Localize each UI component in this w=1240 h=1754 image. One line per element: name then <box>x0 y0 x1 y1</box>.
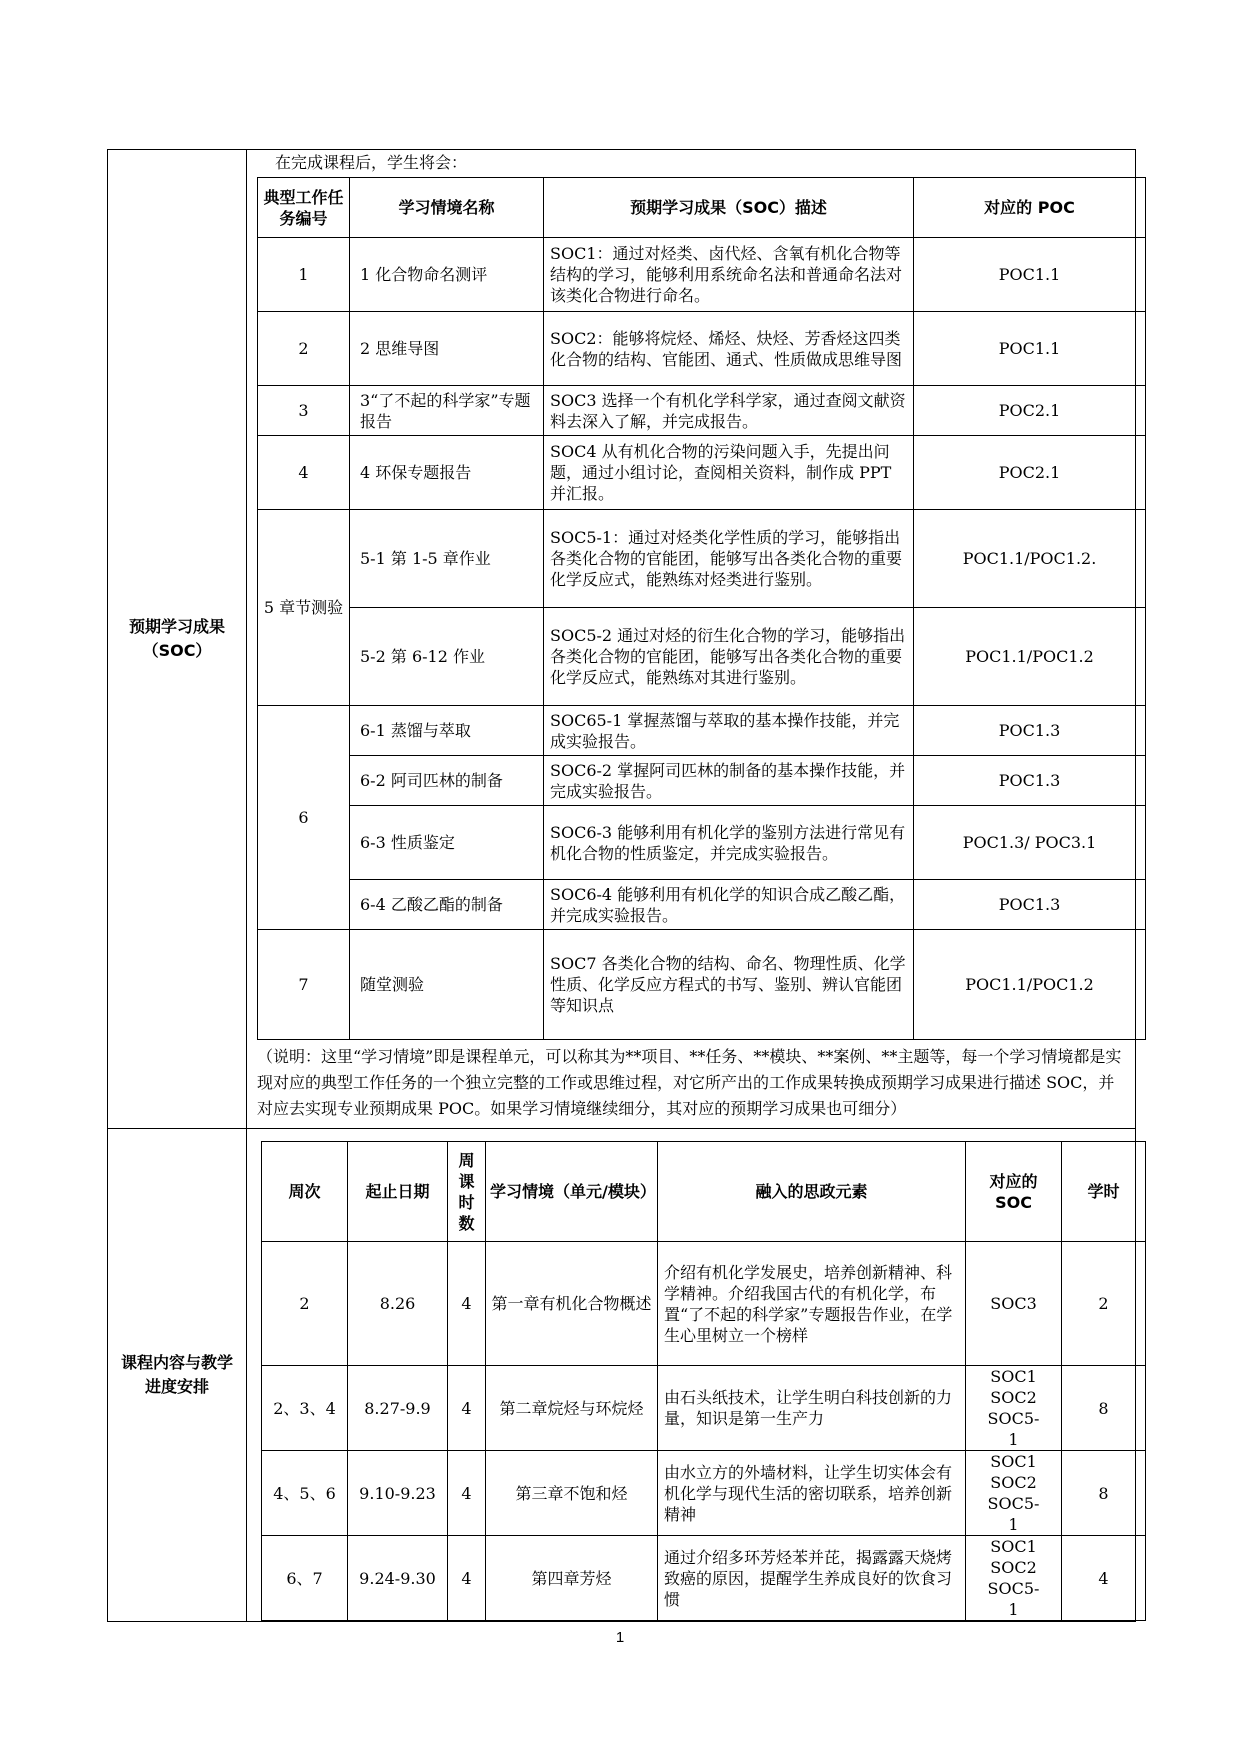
table-row <box>258 880 1146 930</box>
table-row <box>262 1242 1146 1366</box>
soc-description: SOC1：通过对烃类、卤代烃、含氧有机化合物等结构的学习，能够利用系统命名法和普通命名法对该类化合物进行命名。 <box>544 238 914 312</box>
soc-table <box>257 177 1146 1040</box>
weekly-hours: 4 <box>448 1242 486 1366</box>
task-number: 2 <box>258 312 350 386</box>
soc-description: SOC2：能够将烷烃、烯烃、炔烃、芳香烃这四类化合物的结构、官能团、通式、性质做成思维导图 <box>544 312 914 386</box>
date-range: 8.26 <box>348 1242 448 1366</box>
poc-value: POC2.1 <box>914 386 1146 436</box>
soc-section-label: 预期学习成果（SOC） <box>108 150 247 1129</box>
table-row <box>262 1366 1146 1451</box>
page-number: 1 <box>615 1629 625 1646</box>
poc-value: POC1.3 <box>914 756 1146 806</box>
table-row <box>258 510 1146 608</box>
learning-unit: 第一章有机化合物概述 <box>486 1242 658 1366</box>
soc-description: SOC6-4 能够利用有机化学的知识合成乙酸乙酯，并完成实验报告。 <box>544 880 914 930</box>
poc-value: POC1.1 <box>914 238 1146 312</box>
task-number: 4 <box>258 436 350 510</box>
ideological-element: 由石头纸技术，让学生明白科技创新的力量，知识是第一生产力 <box>658 1366 966 1451</box>
soc-description: SOC4 从有机化合物的污染问题入手，先提出问题，通过小组讨论，查阅相关资料，制作成 PPT 并汇报。 <box>544 436 914 510</box>
table-row <box>258 706 1146 756</box>
schedule-section-body <box>247 1129 1136 1622</box>
table-row <box>262 1451 1146 1536</box>
poc-value: POC1.1 <box>914 312 1146 386</box>
week: 2 <box>262 1242 348 1366</box>
table-row <box>258 436 1146 510</box>
scenario-name: 5-2 第 6-12 作业 <box>350 608 544 706</box>
soc-description: SOC3 选择一个有机化学科学家，通过查阅文献资料去深入了解，并完成报告。 <box>544 386 914 436</box>
soc-description: SOC65-1 掌握蒸馏与萃取的基本操作技能，并完成实验报告。 <box>544 706 914 756</box>
header-week: 周次 <box>262 1142 348 1242</box>
task-number: 7 <box>258 930 350 1040</box>
poc-value: POC2.1 <box>914 436 1146 510</box>
weekly-hours: 4 <box>448 1536 486 1621</box>
ideological-element: 通过介绍多环芳烃苯并芘，揭露露天烧烤致癌的原因，提醒学生养成良好的饮食习惯 <box>658 1536 966 1621</box>
header-soc-description: 预期学习成果（SOC）描述 <box>544 178 914 238</box>
scenario-name: 6-3 性质鉴定 <box>350 806 544 880</box>
task-number: 1 <box>258 238 350 312</box>
soc-ref: SOC1 SOC2 SOC5-1 <box>966 1536 1062 1621</box>
table-row <box>258 312 1146 386</box>
header-weekly-hours: 周课时数 <box>448 1142 486 1242</box>
learning-unit: 第四章芳烃 <box>486 1536 658 1621</box>
task-number: 5 章节测验 <box>258 510 350 706</box>
schedule-header-row <box>262 1142 1146 1242</box>
header-scenario-name: 学习情境名称 <box>350 178 544 238</box>
task-number: 6 <box>258 706 350 930</box>
learning-unit: 第三章不饱和烃 <box>486 1451 658 1536</box>
week: 2、3、4 <box>262 1366 348 1451</box>
table-row <box>258 238 1146 312</box>
week: 6、7 <box>262 1536 348 1621</box>
soc-header-row <box>258 178 1146 238</box>
poc-value: POC1.3 <box>914 706 1146 756</box>
scenario-name: 1 化合物命名测评 <box>350 238 544 312</box>
soc-intro: 在完成课程后，学生将会： <box>275 153 468 172</box>
header-poc: 对应的 POC <box>914 178 1146 238</box>
date-range: 9.24-9.30 <box>348 1536 448 1621</box>
scenario-name: 6-2 阿司匹林的制备 <box>350 756 544 806</box>
header-task-number: 典型工作任务编号 <box>258 178 350 238</box>
soc-section-body <box>247 150 1136 1129</box>
soc-description: SOC7 各类化合物的结构、命名、物理性质、化学性质、化学反应方程式的书写、鉴别、辨认官能团等知识点 <box>544 930 914 1040</box>
table-row <box>258 608 1146 706</box>
table-row <box>258 756 1146 806</box>
schedule-table <box>261 1141 1146 1621</box>
scenario-name: 6-1 蒸馏与萃取 <box>350 706 544 756</box>
poc-value: POC1.1/POC1.2 <box>914 930 1146 1040</box>
scenario-name: 6-4 乙酸乙酯的制备 <box>350 880 544 930</box>
soc-description: SOC6-2 掌握阿司匹林的制备的基本操作技能，并完成实验报告。 <box>544 756 914 806</box>
soc-description: SOC5-2 通过对烃的衍生化合物的学习，能够指出各类化合物的官能团，能够写出各类化合物的重要化学反应式，能熟练对其进行鉴别。 <box>544 608 914 706</box>
header-soc: 对应的 SOC <box>966 1142 1062 1242</box>
credit-hours: 4 <box>1062 1536 1146 1621</box>
weekly-hours: 4 <box>448 1451 486 1536</box>
header-ideological-elements: 融入的思政元素 <box>658 1142 966 1242</box>
soc-ref: SOC1 SOC2 SOC5-1 <box>966 1451 1062 1536</box>
date-range: 9.10-9.23 <box>348 1451 448 1536</box>
course-form <box>107 149 1136 1622</box>
poc-value: POC1.1/POC1.2 <box>914 608 1146 706</box>
table-row <box>258 806 1146 880</box>
poc-value: POC1.3/ POC3.1 <box>914 806 1146 880</box>
soc-ref: SOC1 SOC2 SOC5-1 <box>966 1366 1062 1451</box>
header-credit-hours: 学时 <box>1062 1142 1146 1242</box>
poc-value: POC1.1/POC1.2. <box>914 510 1146 608</box>
scenario-name: 5-1 第 1-5 章作业 <box>350 510 544 608</box>
soc-ref: SOC3 <box>966 1242 1062 1366</box>
credit-hours: 8 <box>1062 1451 1146 1536</box>
soc-description: SOC6-3 能够利用有机化学的鉴别方法进行常见有机化合物的性质鉴定，并完成实验报告。 <box>544 806 914 880</box>
weekly-hours: 4 <box>448 1366 486 1451</box>
table-row <box>258 386 1146 436</box>
soc-description: SOC5-1：通过对烃类化学性质的学习，能够指出各类化合物的官能团，能够写出各类化合物的重要化学反应式，能熟练对烃类进行鉴别。 <box>544 510 914 608</box>
ideological-element: 介绍有机化学发展史，培养创新精神、科学精神。介绍我国古代的有机化学，布置“了不起的科学家”专题报告作业，在学生心里树立一个榜样 <box>658 1242 966 1366</box>
credit-hours: 2 <box>1062 1242 1146 1366</box>
poc-value: POC1.3 <box>914 880 1146 930</box>
schedule-section-label: 课程内容与教学进度安排 <box>108 1129 247 1622</box>
scenario-name: 3“了不起的科学家”专题报告 <box>350 386 544 436</box>
week: 4、5、6 <box>262 1451 348 1536</box>
header-learning-unit: 学习情境（单元/模块） <box>486 1142 658 1242</box>
table-row <box>262 1536 1146 1621</box>
header-date-range: 起止日期 <box>348 1142 448 1242</box>
scenario-name: 2 思维导图 <box>350 312 544 386</box>
scenario-name: 随堂测验 <box>350 930 544 1040</box>
explanation-note: （说明：这里“学习情境”即是课程单元，可以称其为**项目、**任务、**模块、**案例、**主题等，每一个学习情境都是实现对应的典型工作任务的一个独立完整的工作或思维过程，对它所产出的工作成果转换成预期学习成果进行描述 SOC，并对应去实现专业预期成果 POC。如果学习情境继续细分，其对应的预期学习成果也可细分） <box>257 1047 1122 1118</box>
task-number: 3 <box>258 386 350 436</box>
learning-unit: 第二章烷烃与环烷烃 <box>486 1366 658 1451</box>
table-row <box>258 930 1146 1040</box>
ideological-element: 由水立方的外墙材料，让学生切实体会有机化学与现代生活的密切联系，培养创新精神 <box>658 1451 966 1536</box>
credit-hours: 8 <box>1062 1366 1146 1451</box>
scenario-name: 4 环保专题报告 <box>350 436 544 510</box>
date-range: 8.27-9.9 <box>348 1366 448 1451</box>
